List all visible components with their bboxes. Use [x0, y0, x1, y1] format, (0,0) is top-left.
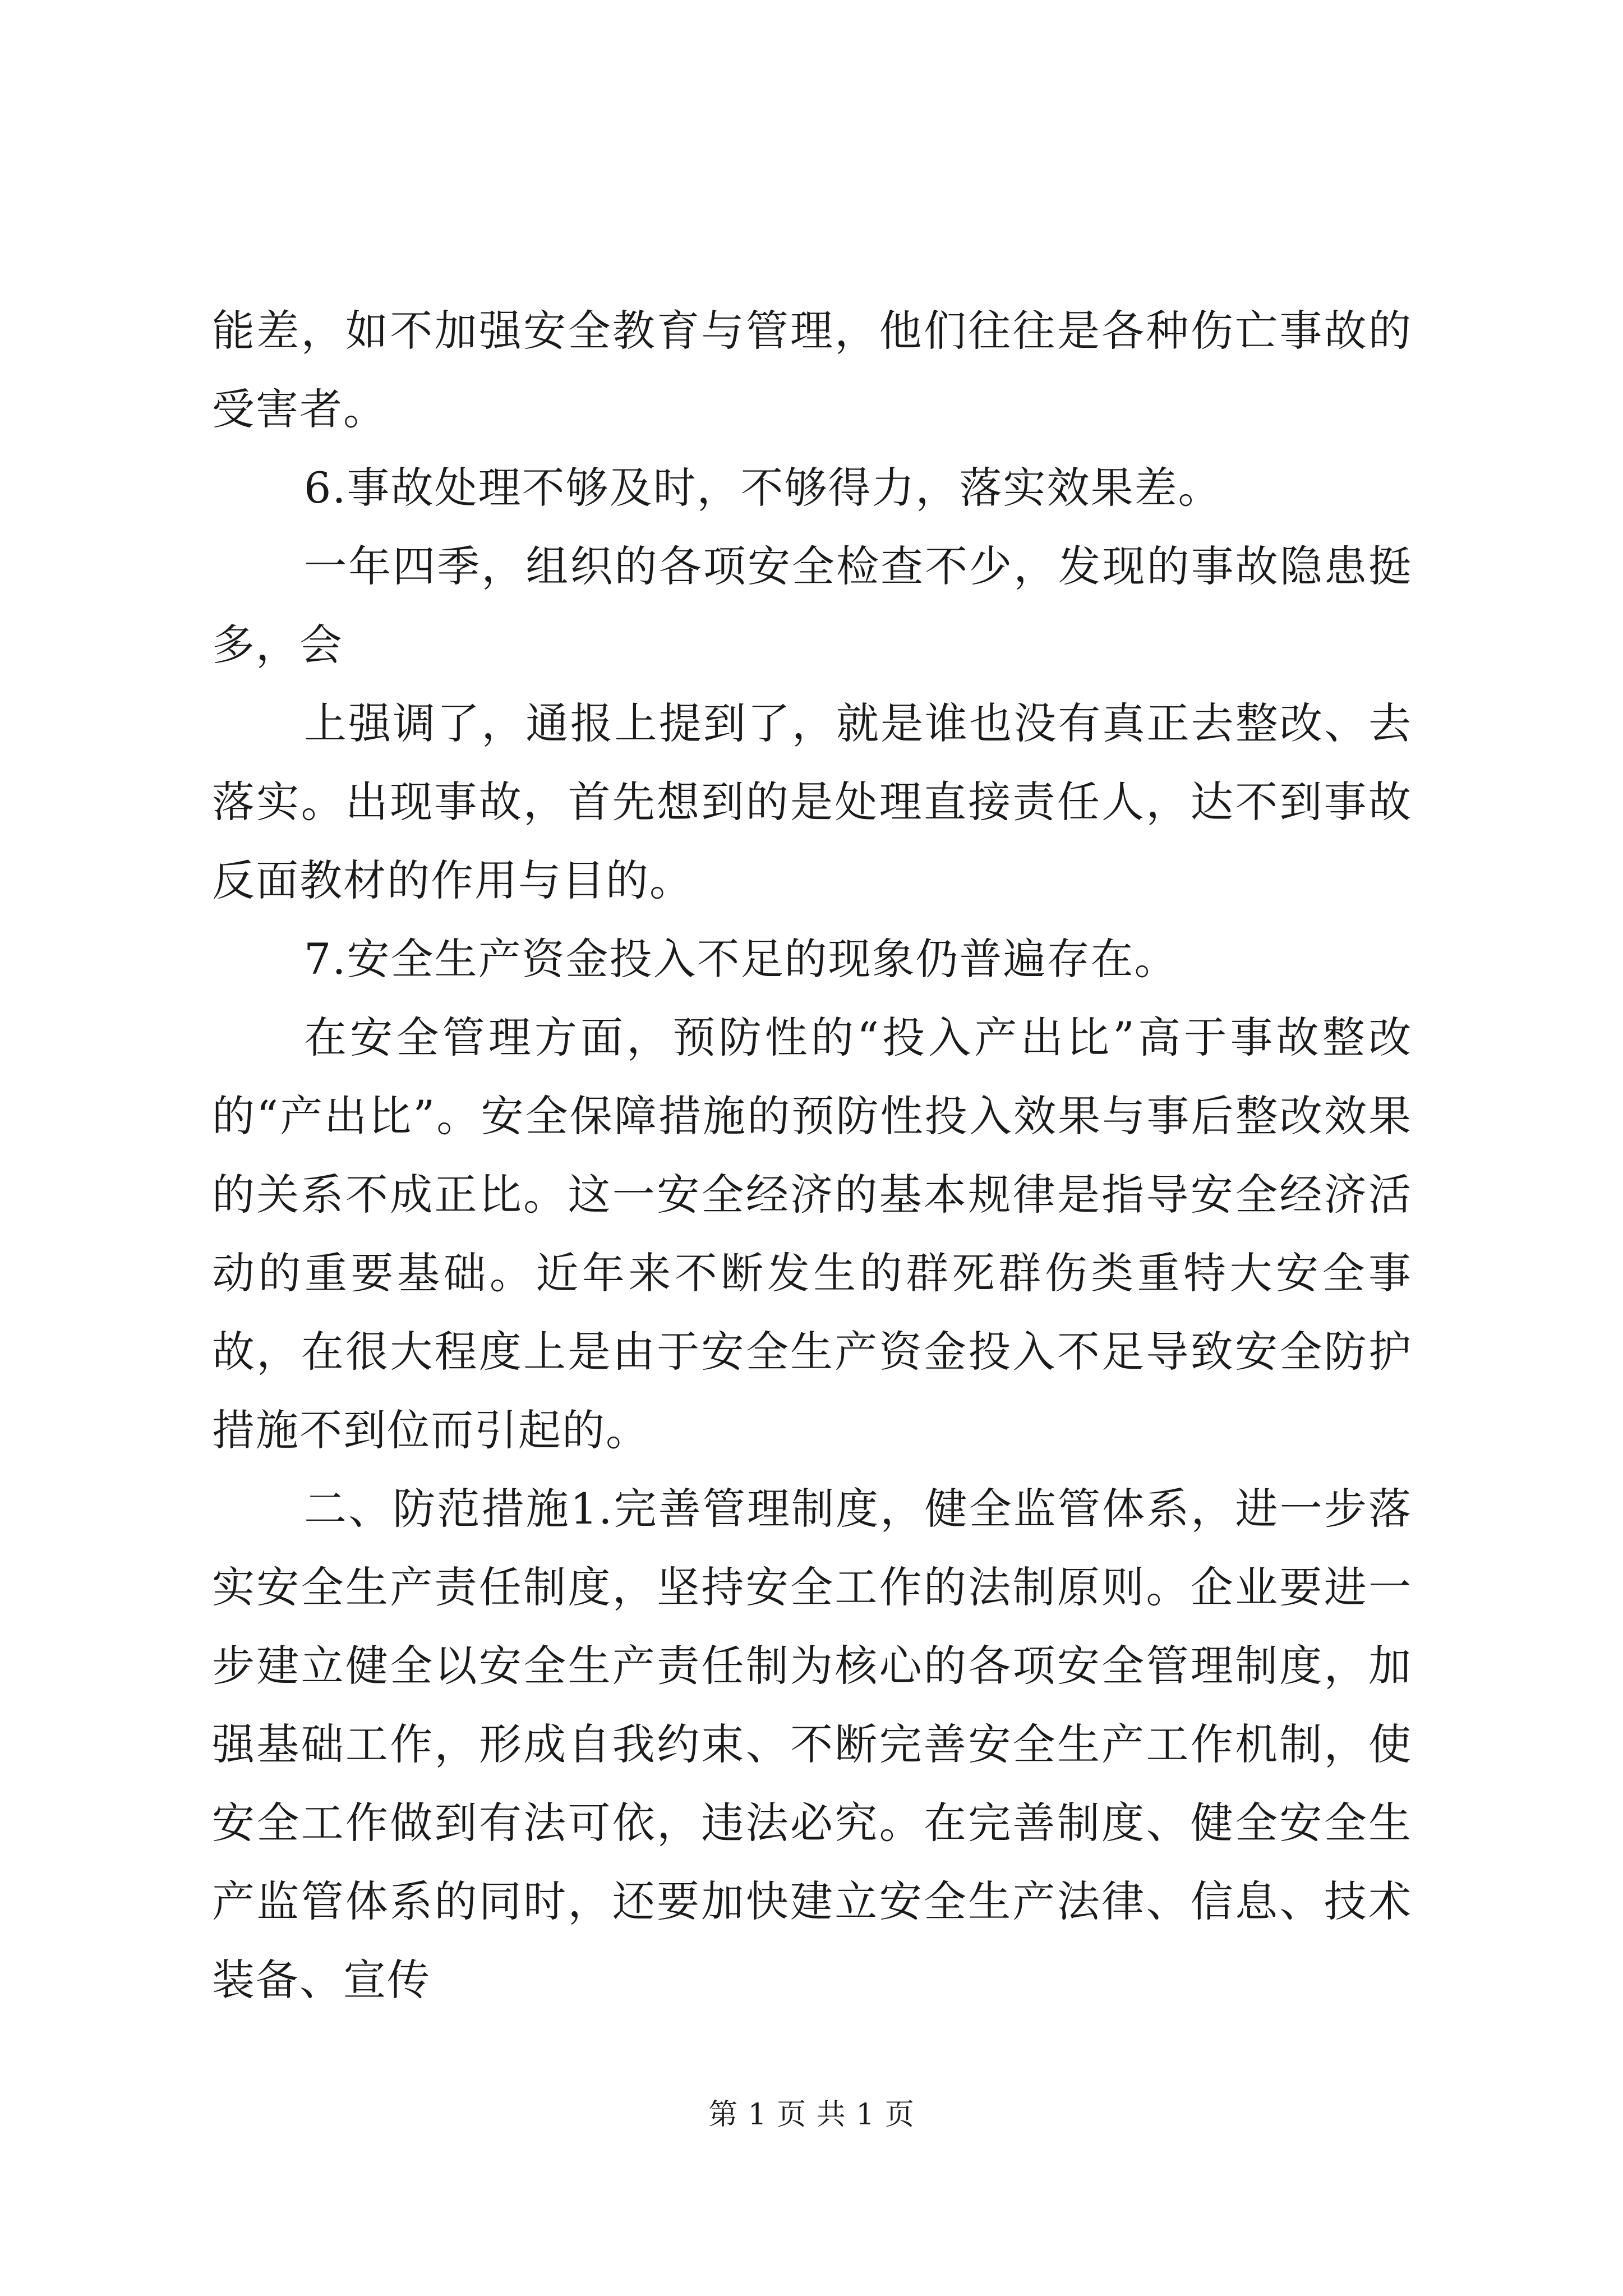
paragraph-7: 二、防范措施1.完善管理制度，健全监管体系，进一步落实安全生产责任制度，坚持安全工作的法制原则。企业要进一步建立健全以安全生产责任制为核心的各项安全管理制度，加强基础工作，形成自我约束、不断完善安全生产工作机制，使安全工作做到有法可依，违法必究。在完善制度、健全安全生产监管体系的同时，还要加快建立安全生产法律、信息、技术装备、宣传 [212, 1484, 1412, 2005]
document-body [212, 292, 1412, 2019]
paragraph-5: 7.安全生产资金投入不足的现象仍普遍存在。 [304, 934, 1178, 984]
paragraph-6: 在安全管理方面，预防性的“投入产出比”高于事故整改的“产出比”。安全保障措施的预防性投入效果与事后整改效果的关系不成正比。这一安全经济的基本规律是指导安全经济活动的重要基础。近年来不断发生的群死群伤类重特大安全事故，在很大程度上是由于安全生产资金投入不足导致安全防护措施不到位而引起的。 [212, 1013, 1412, 1455]
paragraph-4: 上强调了，通报上提到了，就是谁也没有真正去整改、去落实。出现事故，首先想到的是处理直接责任人，达不到事故反面教材的作用与目的。 [212, 698, 1412, 905]
paragraph-2: 6.事故处理不够及时，不够得力，落实效果差。 [304, 463, 1222, 513]
paragraph-1: 能差，如不加强安全教育与管理，他们往往是各种伤亡事故的受害者。 [212, 306, 1412, 434]
paragraph-3: 一年四季，组织的各项安全检查不少，发现的事故隐患挺多，会 [212, 541, 1412, 670]
page-footer: 第 1 页 共 1 页 [708, 2098, 915, 2132]
